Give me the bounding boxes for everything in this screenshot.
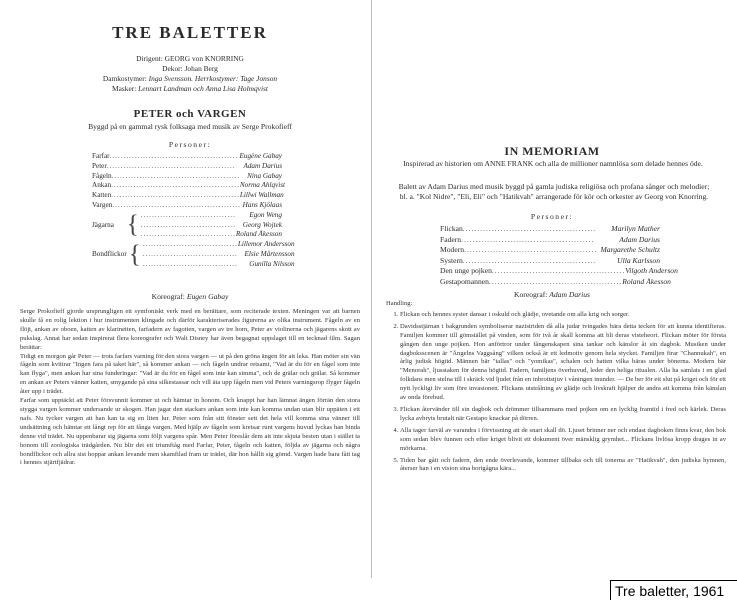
peter-cast-list bbox=[92, 152, 295, 270]
cast-row: Modern .............................................. Margarethe Schultz bbox=[440, 245, 660, 254]
plot-item: 3. Flickan återvänder till sin dagbok och drömmer tillsammans med pojken om en lycklig framtid i fred och kärlek. Deras lycka avbryts brutalt när Gestapo knackar på dörren. bbox=[400, 406, 726, 424]
peter-title: PETER och VARGEN bbox=[133, 108, 247, 120]
peter-cast-heading: Personer: bbox=[168, 140, 212, 149]
peter-choreographer: Koreograf: Eugen Gabay bbox=[151, 292, 229, 301]
memoriam-subtitle: Inspirerad av historien om ANNE FRANK och alla de millioner namnlösa som delade hennes öde. bbox=[403, 159, 703, 168]
credit-makeup: Masker: Lennart Landman och Anna Lisa Holmqvist bbox=[112, 84, 268, 93]
plot-item: 2. Davidsstjärnan i bakgrunden symboliserar nazistriden då alla judar tvingades bära detta tecken för att kunna identifieras. Familjen kommer till gömstället på vinden, som för två år skall komma att bli deras visteheort. Flickan möter för första gången den unge pojken. Hon anförtror under fångenskapen sina tankar och känslor åt sin dagbok. Musiken under dagboksscenen är "Ängelns Vaggsång" vilken också är ett ledmotiv genom hela stycket. Familjen firar "Channukah", en årlig judisk högtid. Männen bär "tallas" och "yomikas", schalen och hatten vilka bäras under bönerna. Modern bär "Menorah", ljusstaken för denna högtid. Fadern, familjens överhuvud, leder den heliga ritualen. Alla ha samlats i en glad folkdans men stelna till i skräck vid ljudet från en inbrottstjuv i våningen inunder. — De ber för ett slut på kriget och för ett nytt lyckligt liv som före invasionen. Flickans utstrålning av glädje och livskraft hjälper de andra att komma från känslan av onda förebud. bbox=[400, 323, 726, 403]
peter-subtitle: Byggd på en gammal rysk folksaga med musik av Serge Prokofieff bbox=[88, 122, 292, 131]
memoriam-description: Balett av Adam Darius med musik byggd på gamla judiska religiösa och profana sånger och melodier; bl. a. "Kol Nidre", "Eli, Eli" och "Hatikvah" arrangerade för kör och orkester av Georg von Knorring. bbox=[398, 182, 710, 201]
farmgirls-group: Bondflickor { .................................. Lillemor Andersson .................................. Elsie Mårtensson .................................. Gunilla Nilsson bbox=[92, 240, 295, 268]
memoriam-cast-heading: Personer: bbox=[530, 212, 574, 221]
credit-costumes: Damkostymer: Inga Svensson. Herrkostymer: Tage Jonson bbox=[102, 74, 278, 83]
cast-row: Peter .............................................. Adam Darius bbox=[92, 161, 282, 170]
cast-row: Katten .............................................. Lillwi Wallman bbox=[92, 191, 284, 200]
memoriam-title: IN MEMORIAM bbox=[504, 144, 600, 158]
synopsis-paragraph: Farfar som upptäckt att Peter försvunnit kommer ut och hämtar in honom. Och knappt har han lämnat ängen förrän den stora stygga vargen kommer undersande ur skogen. Han jagar den stackars ankan som inte kan komma undan utan blir uppäten i ett nafs. Nu tycker vargen att han kan ta sig en liten lur. Peter som från sitt fönster sett det hela vill komma sina vänner till undsättning och hämtar ett långt rep för att fånga vargen. Med hjälp av fågeln som kretsar runt vargens huvud lyckas han binda denne vid trädet. Nu uppenbarar sig jägarna som följt vargens spår. Men Peter föreslår dem att inte skjuta besten utan i stället ta honom till zoologiska trädgården. Nu blir det ett triumftåg med Farfar, Peter, fågeln och katten, följda av jägarna och några bondflickor och allra sist hoppar ankan levande men skamfilad fram ur trädet, där hon hållit sig gömd. Vargen hade bara fått tag i hennes stjärtfjädrar. bbox=[20, 397, 360, 467]
peter-synopsis bbox=[20, 308, 360, 468]
hunters-group: Jägarna { .................................. Egon Weng .................................. Georg Wojtek .................................. Roland Åkesson bbox=[92, 210, 282, 239]
image-caption: Tre baletter, 1961 bbox=[610, 580, 737, 600]
plot-item: 5. Tiden bar gått och fadern, den ende överlevande, kommer tillbaka och till tonerna av "Hatikvah", den judiska hymnen, återser han i en vision sina bortgågna kära... bbox=[400, 457, 726, 475]
synopsis-paragraph: Serge Prokofieff gjorde ursprungligen ett symfoniskt verk med en berättare, som reciterade texten. Meningen var att barnen skulle få en rolig lektion i hur instrumenten klingade och därför karakteriserades figurerna av olika instrument. Fågeln av en flöjt, ankan av oboen, katten av klarinetten, farfadern av fagotten, vargen av tre horn, Peter av violinerna och jägarens skott av pukslag. Annat har sedan inspirerat flera koreografer och Walt Disney har även begagnat uppslaget till en tecknad film. Sagan berättar: bbox=[20, 308, 360, 351]
cast-row: Farfar .............................................. Eugène Gabay bbox=[92, 152, 282, 160]
cast-row: Gestapomannen .............................................. Roland Åkesson bbox=[440, 276, 671, 286]
credit-decor: Dekor: Johan Berg bbox=[162, 64, 218, 73]
cast-row: Fadern .............................................. Adam Darius bbox=[440, 234, 660, 244]
cast-row: Flickan .............................................. Marilyn Mather bbox=[440, 224, 660, 233]
plot-item: 1. Flickan och hennes syster dansar i oskuld och glädje, ovetande om alla krig och sorger. bbox=[400, 311, 726, 320]
synopsis-paragraph: Tidigt en morgon går Peter — trots farfars varning för den stora vargen — ut på den gröna ängen för att leka. Han möter sin vän fågeln som kvittrar "Ingen fara på taket här", så kommer ankan — och fågeln undrar retsamt, "Vad är du för en fågel som inte kan flyga", men ankan har sina funderingar: "Vad är du för en fågel som inte kan simma", och de grälar och grälar. Så kommer en ankan av Peters vänner katten, smygande på sina silkestassar och vill äta upp fågeln men vid Peters varningsrop flyger fågeln åter upp i trädet. bbox=[20, 352, 360, 396]
brace-icon: { bbox=[126, 211, 139, 239]
right-page bbox=[372, 0, 737, 575]
memoriam-plot bbox=[386, 300, 726, 477]
credits-block bbox=[30, 54, 350, 94]
cast-row: Den unge pojken .............................................. Vilgoth Anderson bbox=[440, 266, 678, 275]
cast-row: Systern .............................................. Ulla Karlsson bbox=[440, 255, 660, 265]
memoriam-cast-list bbox=[440, 224, 678, 287]
memoriam-choreographer: Koreograf: Adam Darius bbox=[514, 290, 590, 299]
brace-icon: { bbox=[128, 240, 141, 268]
cast-row: Fågeln .............................................. Nina Gabay bbox=[92, 171, 282, 180]
left-page bbox=[0, 0, 372, 575]
plot-item: 4. Alla tager farväl av varandra i förvissning att de snart skall dö. Ljuset brinner ner och endast dagboken finns kvar, den bok som sedan blev funnen och efter kriget blivit ett dokument över mänsklig grymhet... Flickans livlösa kropp drages in av mörkarna. bbox=[400, 427, 726, 454]
cast-row: Ankan .............................................. Norma Ahlqvist bbox=[92, 181, 286, 190]
program-title: TRE BALETTER bbox=[112, 23, 268, 42]
credit-conductor: Dirigent: GEORG von KNORRING bbox=[136, 54, 244, 63]
cast-row: Vargen .............................................. Hans Kjölaas bbox=[92, 200, 282, 209]
plot-heading: Handling: bbox=[386, 300, 413, 307]
